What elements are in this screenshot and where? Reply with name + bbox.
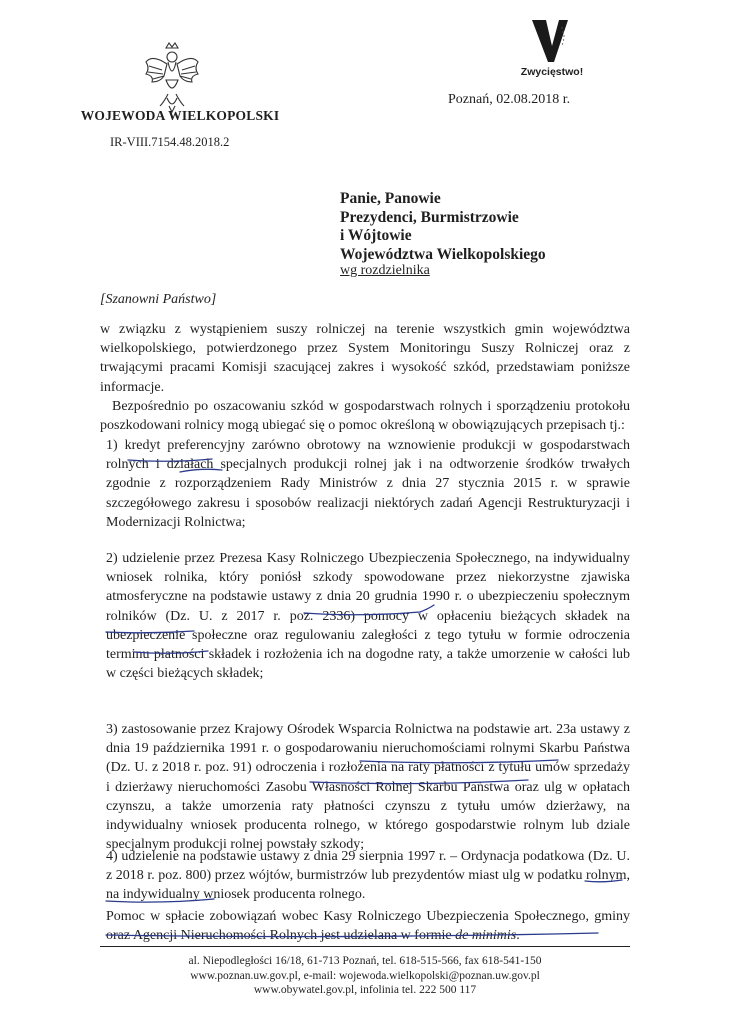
footer-address: al. Niepodległości 16/18, 61-713 Poznań, tel. 618-515-566, fax 618-541-150 [188,955,542,967]
paragraph: Bezpośrednio po oszacowaniu szkód w gospodarstwach rolnych i sporządzeniu protokołu poszkodowani rolnicy mogą ubiegać się o pomoc określoną w obowiązujących przepisach tj.: [100,398,630,434]
closing-emphasis: de minimis [455,928,517,944]
footer-divider [100,946,630,947]
recipient-line: Panie, Panowie [340,190,441,207]
paragraph: w związku z wystąpieniem suszy rolniczej na terenie wszystkich gmin województwa wielkopolskiego, potwierdzonego przez System Monitoringu Suszy Rolniczej oraz z trwającymi pracami Komisji szacującej zakres i wysokość szkód, przedstawiam poniższe informacje. [100,322,630,395]
list-item [106,847,630,905]
list-item [106,720,630,854]
list-item-text: 2) udzielenie przez Prezesa Kasy Rolniczego Ubezpieczenia Społecznego, na indywidualny wniosek rolnika, który poniósł szkody spowodowane przez niekorzystne zjawiska atmosferyczne na podstawie ustawy z dnia 20 grudnia 1990 r. o ubezpieczeniu społecznym rolników (Dz. U. z 2017 r. poz. 2336) pomocy w opłaceniu bieżących składek na ubezpieczenie społeczne oraz regulowaniu zaległości z tego tytułu w formie odroczenia terminu płatności składek i rozłożenia ich na dogodne raty, a także umorzenie w całości lub w części bieżących składek; [106,551,630,682]
distribution-note: wg rozdzielnika [340,263,430,278]
footer-web-email: www.poznan.uw.gov.pl, e-mail: wojewoda.wielkopolski@poznan.uw.gov.pl [190,969,540,982]
intro-paragraphs [100,320,630,435]
zwyciestwo-v-logo-icon [528,16,572,66]
list-item-text: 1) kredyt preferencyjny zarówno obrotowy na wznowienie produkcji w gospodarstwach rolnych i działach specjalnych produkcji rolnej jak i na odtworzenie środków trwałych zgodnie z rozporządzeniem Rady Ministrów z dnia 27 stycznia 2015 r. w sprawie szczegółowego zakresu i sposobów realizacji niektórych zadań Agencji Restrukturyzacji i Modernizacji Rolnictwa; [106,438,630,530]
recipients-block [340,190,546,264]
footer-citizen: www.obywatel.gov.pl, infolinia tel. 222 500 117 [253,984,477,996]
reference-number: IR-VIII.7154.48.2018.2 [110,135,230,149]
list-item-text: 4) udzielenie na podstawie ustawy z dnia 29 sierpnia 1997 r. – Ordynacja podatkowa (Dz. U. z 2018 r. poz. 800) przez wójtów, burmistrzów lub prezydentów miast ulg w podatku rolnym, na indywidualny wniosek producenta rolnego. [106,849,630,903]
place-date: Poznań, 02.08.2018 r. [448,92,571,107]
closing-end: . [516,928,520,944]
list-item-text: 3) zastosowanie przez Krajowy Ośrodek Wsparcia Rolnictwa na podstawie art. 23a ustawy z dnia 19 października 1991 r. o gospodarowaniu nieruchomościami rolnymi Skarbu Państwa (Dz. U. z 2018 r. poz. 91) odroczenia i rozłożenia na raty płatności z tytułu umów sprzedaży i dzierżawy nieruchomości Zasobu Własności Rolnej Skarbu Państwa oraz ulg w opłatach czynszu, a także umorzenia raty płatności czynszu z tytułu umów dzierżawy, na indywidualny wniosek producenta rolnego, w którego gospodarstwie rolnym lub dziale specjalnym produkcji rolnej powstały szkody; [106,722,630,853]
list-item [106,436,630,532]
polish-eagle-emblem-icon [140,40,204,114]
closing-text: Pomoc w spłacie zobowiązań wobec Kasy Rolniczego Ubezpieczenia Społecznego, gminy oraz Agencji Nieruchomości Rolnych jest udzielana w formie [106,909,630,944]
recipient-line: Prezydenci, Burmistrzowie [340,208,519,226]
logo-text: Zwycięstwo! [520,66,584,78]
salutation: [Szanowni Państwo] [100,292,217,307]
office-name: WOJEWODA WIELKOPOLSKI [80,108,280,123]
recipient-line: Województwa Wielkopolskiego [340,245,546,263]
footer [130,954,600,998]
recipient-line: i Wójtowie [340,227,412,244]
list-item [106,549,630,683]
closing-paragraph [106,907,630,945]
